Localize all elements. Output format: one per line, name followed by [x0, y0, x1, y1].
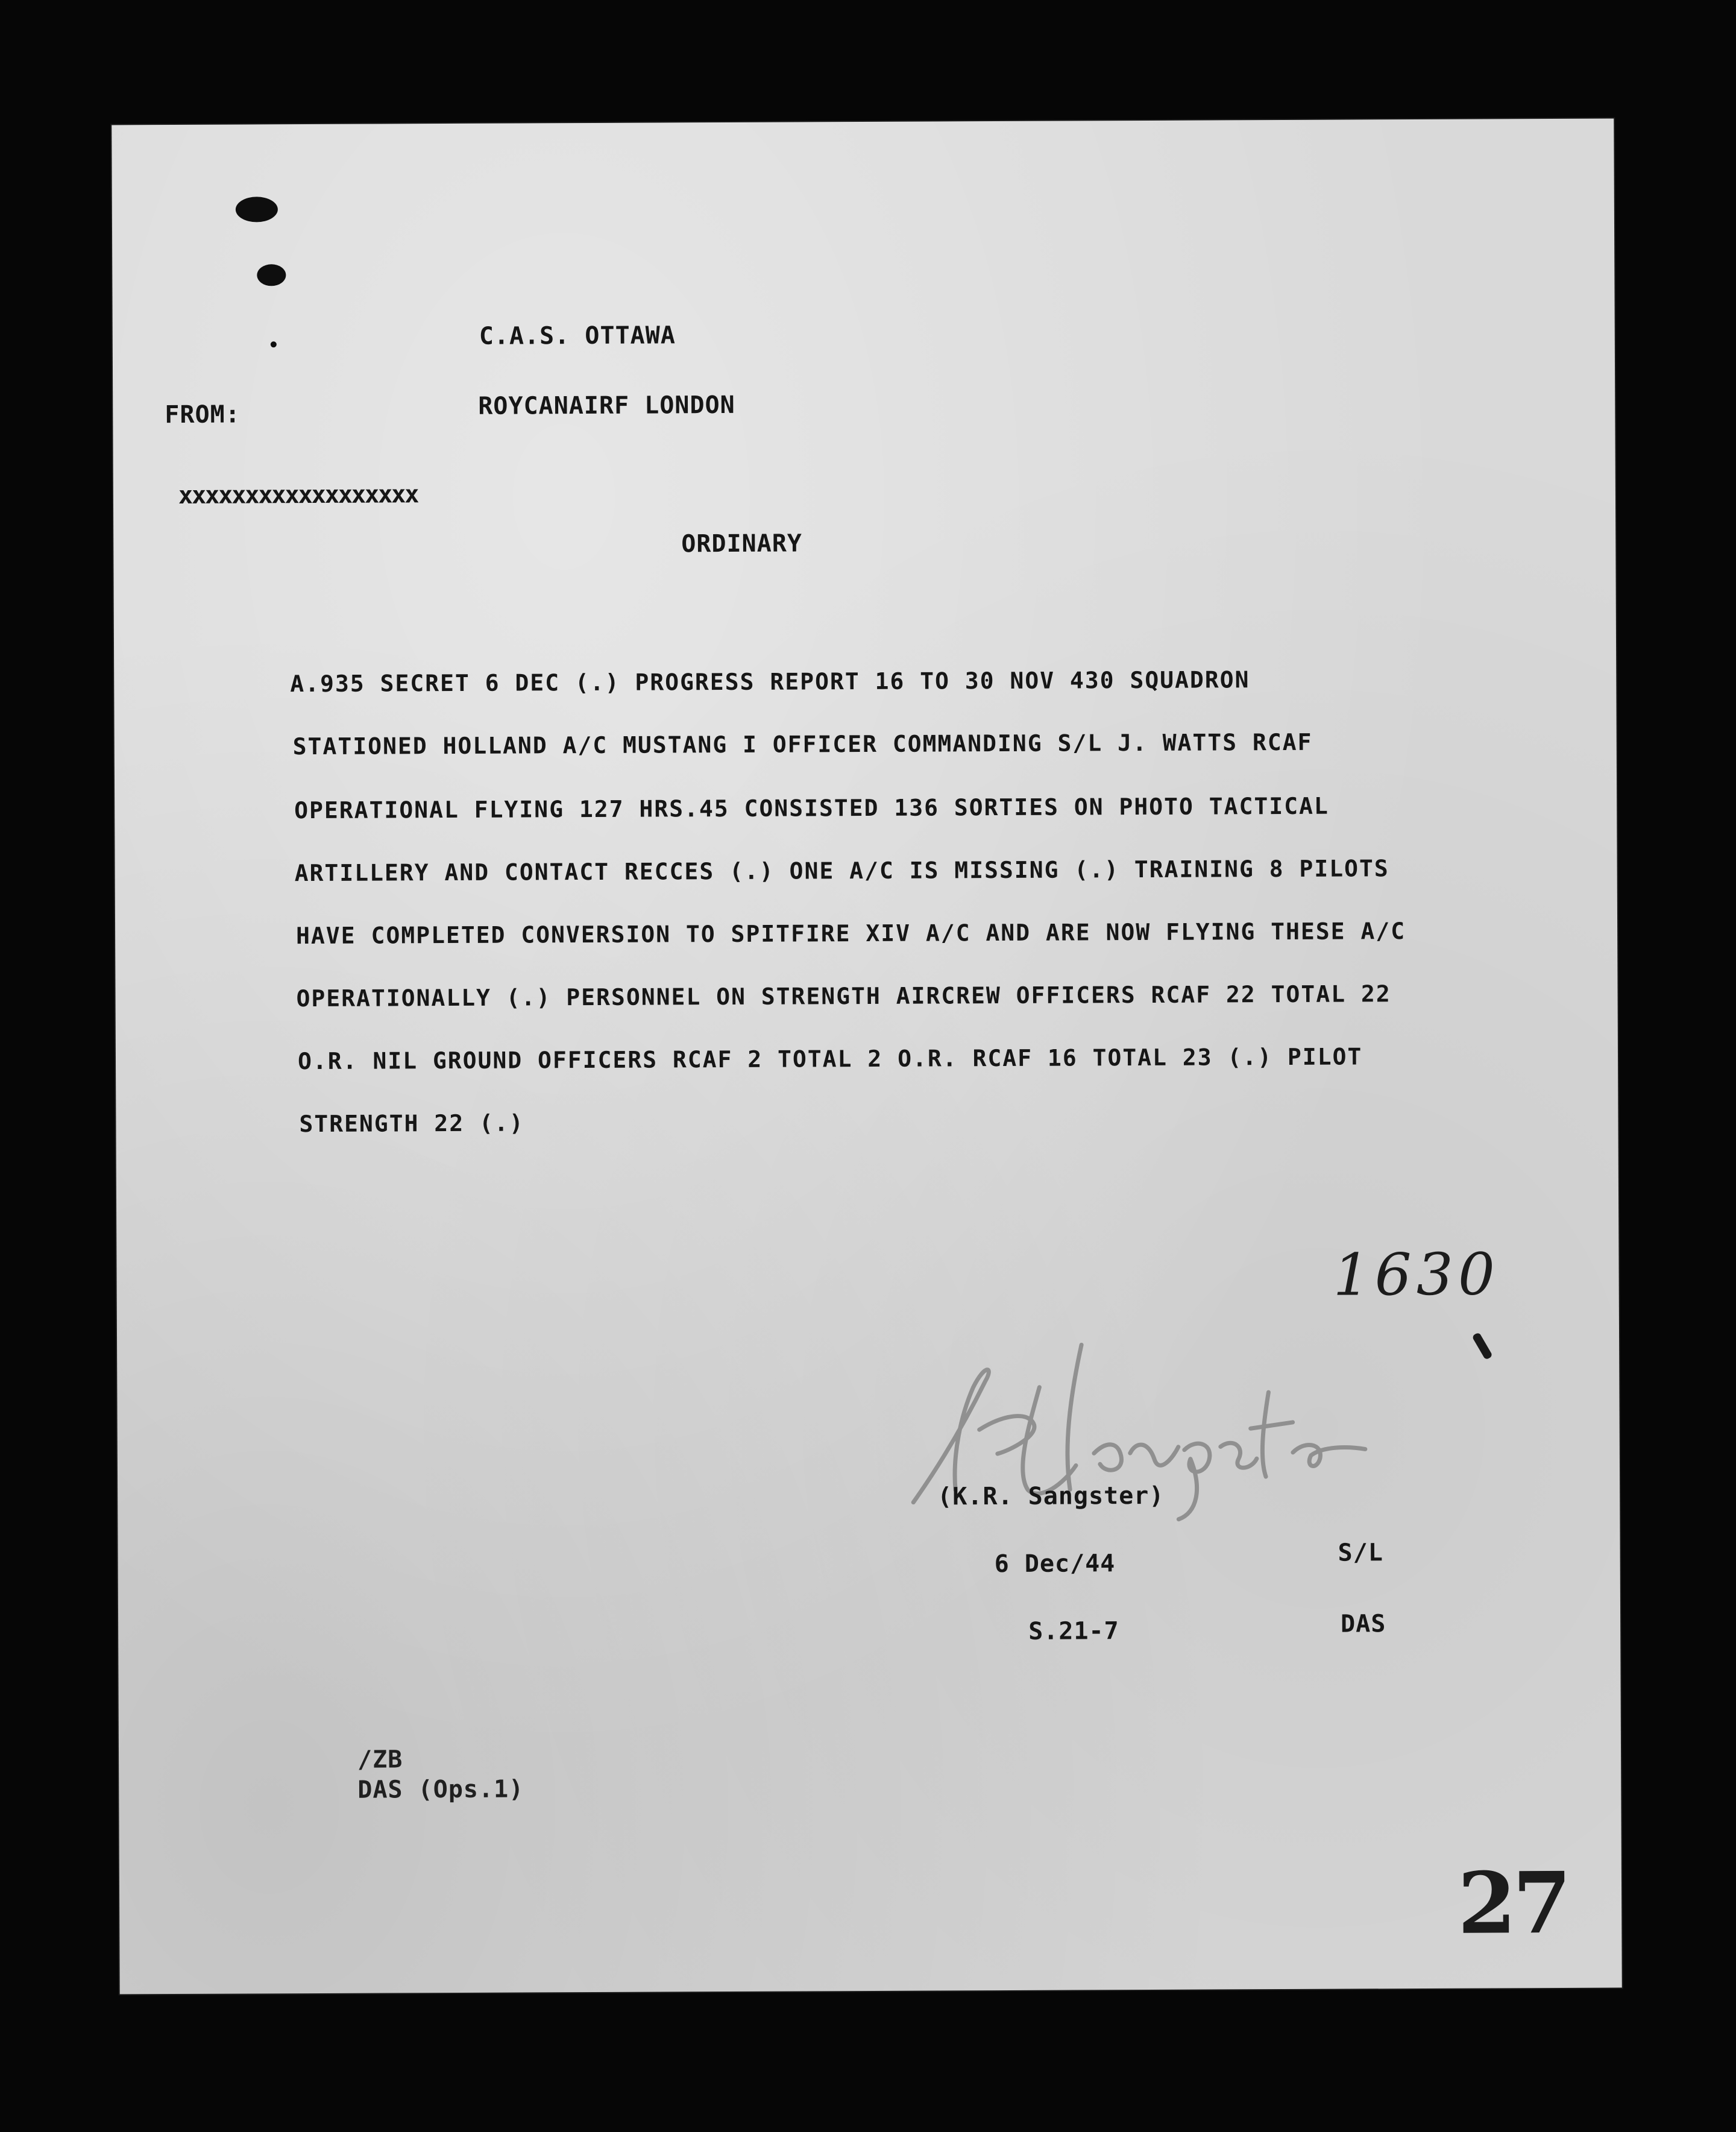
- message-line-8: STRENGTH 22 (.): [299, 1109, 524, 1138]
- signature-date: 6 Dec/44: [994, 1550, 1116, 1578]
- handwritten-page-number: 27: [1457, 1853, 1568, 1954]
- distribution: DAS (Ops.1): [357, 1775, 524, 1804]
- punch-mark-small: [271, 341, 277, 347]
- document-page: [112, 119, 1622, 1995]
- struck-out-line: xxxxxxxxxxxxxxxxxx: [178, 481, 418, 509]
- signatory-rank: S/L: [1338, 1539, 1383, 1567]
- message-line-1: A.935 SECRET 6 DEC (.) PROGRESS REPORT 16 TO 30 NOV 430 SQUADRON: [290, 666, 1250, 698]
- message-line-6: OPERATIONALLY (.) PERSONNEL ON STRENGTH AIRCREW OFFICERS RCAF 22 TOTAL 22: [296, 980, 1391, 1012]
- priority-label: ORDINARY: [681, 529, 803, 558]
- punch-hole-top: [236, 197, 278, 222]
- to-line: C.A.S. OTTAWA: [479, 321, 676, 350]
- punch-hole-middle: [257, 264, 286, 286]
- signatory-name: (K.R. Sangster): [937, 1481, 1165, 1511]
- message-line-7: O.R. NIL GROUND OFFICERS RCAF 2 TOTAL 2 O.R. RCAF 16 TOTAL 23 (.) PILOT: [297, 1043, 1363, 1075]
- message-line-3: OPERATIONAL FLYING 127 HRS.45 CONSISTED 136 SORTIES ON PHOTO TACTICAL: [294, 792, 1329, 824]
- pen-mark: [1471, 1332, 1492, 1360]
- department: DAS: [1341, 1610, 1386, 1638]
- from-value: ROYCANAIRF LONDON: [478, 391, 735, 420]
- from-label: FROM:: [165, 400, 241, 429]
- message-line-4: ARTILLERY AND CONTACT RECCES (.) ONE A/C IS MISSING (.) TRAINING 8 PILOTS: [294, 855, 1389, 887]
- handwritten-time: 1630: [1333, 1240, 1500, 1309]
- message-line-5: HAVE COMPLETED CONVERSION TO SPITFIRE XIV A/C AND ARE NOW FLYING THESE A/C: [296, 918, 1406, 950]
- file-reference: S.21-7: [1028, 1617, 1119, 1645]
- message-line-2: STATIONED HOLLAND A/C MUSTANG I OFFICER COMMANDING S/L J. WATTS RCAF: [292, 728, 1313, 760]
- typist-initials: /ZB: [357, 1746, 403, 1774]
